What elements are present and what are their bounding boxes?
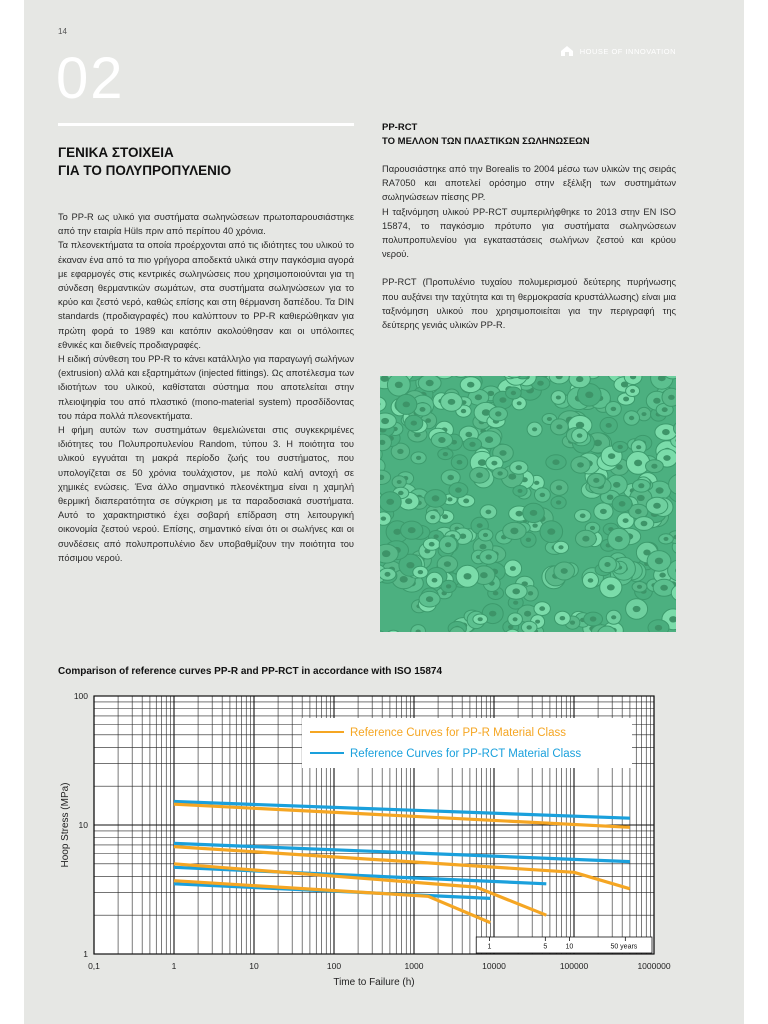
x-tick-label: 1000000 xyxy=(637,961,671,971)
reference-curves-chart xyxy=(24,0,744,1024)
left-paragraph: Η ειδική σύνθεση του PP-R το κάνει κατάλληλο για παραγωγή σωλήνων (extrusion) αλλά και εξαρτημάτων (injected fittings). Ως αποτέλεσμα των ιδιοτήτων του υλικού, καθίσταται σύστημα που αποτελείται στην πλειοψηφία του από πλαστικό (mono-material system) προσδίδοντας του πάρα πολλά πλεονεκτήματα. xyxy=(58,354,354,421)
left-paragraph: Τα πλεονεκτήματα τα οποία προέρχονται από τις ιδιότητες του υλικού το έκαναν ένα από τα πιο γρήγορα αποδεκτά υλικά στην παγκόσμια αγορά με εφαρμογές στις κεντρικές σωληνώσεις που χρησιμοποιούνται για τη σύνδεση θερμαντικών σωμάτων, στα συστήματα σωληνώσεων για το κρύο και ζεστό νερό, καθώς επίσης και στη θέρμανση δαπέδου. Τα DIN standards (προδιαγραφές) που καλύπτουν το PP-R καθιερώθηκαν για πρώτη φορά το 1989 και κατόπιν ακολούθησαν και οι υπόλοιπες εθνικές και διεθνείς προδιαγραφές. xyxy=(58,240,354,350)
left-paragraph: Το PP-R ως υλικό για συστήματα σωληνώσεων πρωτοπαρουσιάστηκε από την εταιρία Hüls πριν από περίπου 40 χρόνια. xyxy=(58,212,354,237)
section-title-line1: ΓΕΝΙΚΑ ΣΤΟΙΧΕΙΑ xyxy=(58,145,174,160)
brand-text: HOUSE OF INNOVATION xyxy=(579,46,676,56)
years-tick-label: 5 xyxy=(543,943,548,951)
legend-box xyxy=(302,718,632,768)
x-tick-label: 10000 xyxy=(482,961,506,971)
years-tick-label: 10 xyxy=(565,943,574,951)
x-tick-label: 10 xyxy=(249,961,259,971)
x-tick-label: 100 xyxy=(326,961,342,971)
right-paragraph: Παρουσιάστηκε από την Borealis το 2004 μέσω των υλικών της σειράς RA7050 και αποτελεί ορόσημο στην εξέλιξη των συστημάτων σωληνώσεων πίεσης PP. xyxy=(382,164,676,203)
y-tick-label: 10 xyxy=(78,820,88,830)
page-number: 14 xyxy=(58,27,67,36)
legend-label: Reference Curves for PP-R Material Class xyxy=(350,727,567,739)
page xyxy=(24,0,744,1024)
legend-label: Reference Curves for PP-RCT Material Class xyxy=(350,748,582,760)
y-tick-label: 1 xyxy=(83,949,88,959)
chapter-number: 02 xyxy=(56,46,125,111)
left-paragraph: Η φήμη αυτών των συστημάτων θεμελιώνεται στις συγκεκριμένες ιδιότητες του Πολυπροπυλενίου Random, τύπου 3. Η ποιότητα του υλικού εγγυάται τη μακρά περίοδο ζωής του συστήματος, που υπολογίζεται σε 50 χρόνια τουλάχιστον, με πολύ καλή αντοχή σε χημικές ενώσεις. Ένα άλλο σημαντικό πλεονέκτημα είναι η χαμηλή θερμική διαπερατότητα σε σύγκριση με τα παραδοσιακά συστήματα. Αυτό το χαρακτηριστικό έχει σοβαρή επίδραση στη λειτουργική οικονομία ζεστού νερού. Επίσης, σημαντικό είναι ότι οι σωλήνες και οι συνδέσεις από πολυπροπυλένιο δεν υποβαθμίζουν την ποιότητα του πόσιμου νερού. xyxy=(58,425,354,563)
x-tick-label: 100000 xyxy=(559,961,589,971)
right-paragraph: Η ταξινόμηση υλικού PP-RCT συμπεριλήφθηκε το 2013 στην EN ISO 15874, το παγκόσμιο πρότυπο για συστήματα σωληνώσεων πολυπροπυλενίου για εγκαταστάσεις σωλήνων ζεστού και κρύου νερού. xyxy=(382,206,676,260)
right-title-line2: ΤΟ ΜΕΛΛΟΝ ΤΩΝ ΠΛΑΣΤΙΚΩΝ ΣΩΛΗΝΩΣΕΩΝ xyxy=(382,136,590,147)
years-tick-label: 50 years xyxy=(610,943,638,951)
section-title-line2: ΓΙΑ ΤΟ ΠΟΛΥΠΡΟΠΥΛΕΝΙΟ xyxy=(58,163,232,178)
right-title-line1: PP-RCT xyxy=(382,122,418,133)
y-axis-label: Hoop Stress (MPa) xyxy=(60,782,71,868)
x-tick-label: 0,1 xyxy=(88,961,100,971)
y-tick-label: 100 xyxy=(73,691,88,701)
right-paragraph: PP-RCT (Προπυλένιο τυχαίου πολυμερισμού δεύτερης πυρήνωσης που αυξάνει την ταχύτητα και τη θερμοκρασία κρυστάλλωσης) είναι μια ταξινόμηση υλικού που χρησιμοποιείται για την περιγραφή της δεύτερης γενιάς υλικών PP-R. xyxy=(382,277,676,331)
x-tick-label: 1000 xyxy=(404,961,424,971)
x-axis-label: Time to Failure (h) xyxy=(333,977,415,988)
x-tick-label: 1 xyxy=(171,961,177,971)
chart-title: Comparison of reference curves PP-R and PP-RCT in accordance with ISO 15874 xyxy=(58,666,443,677)
years-tick-label: 1 xyxy=(487,943,492,951)
